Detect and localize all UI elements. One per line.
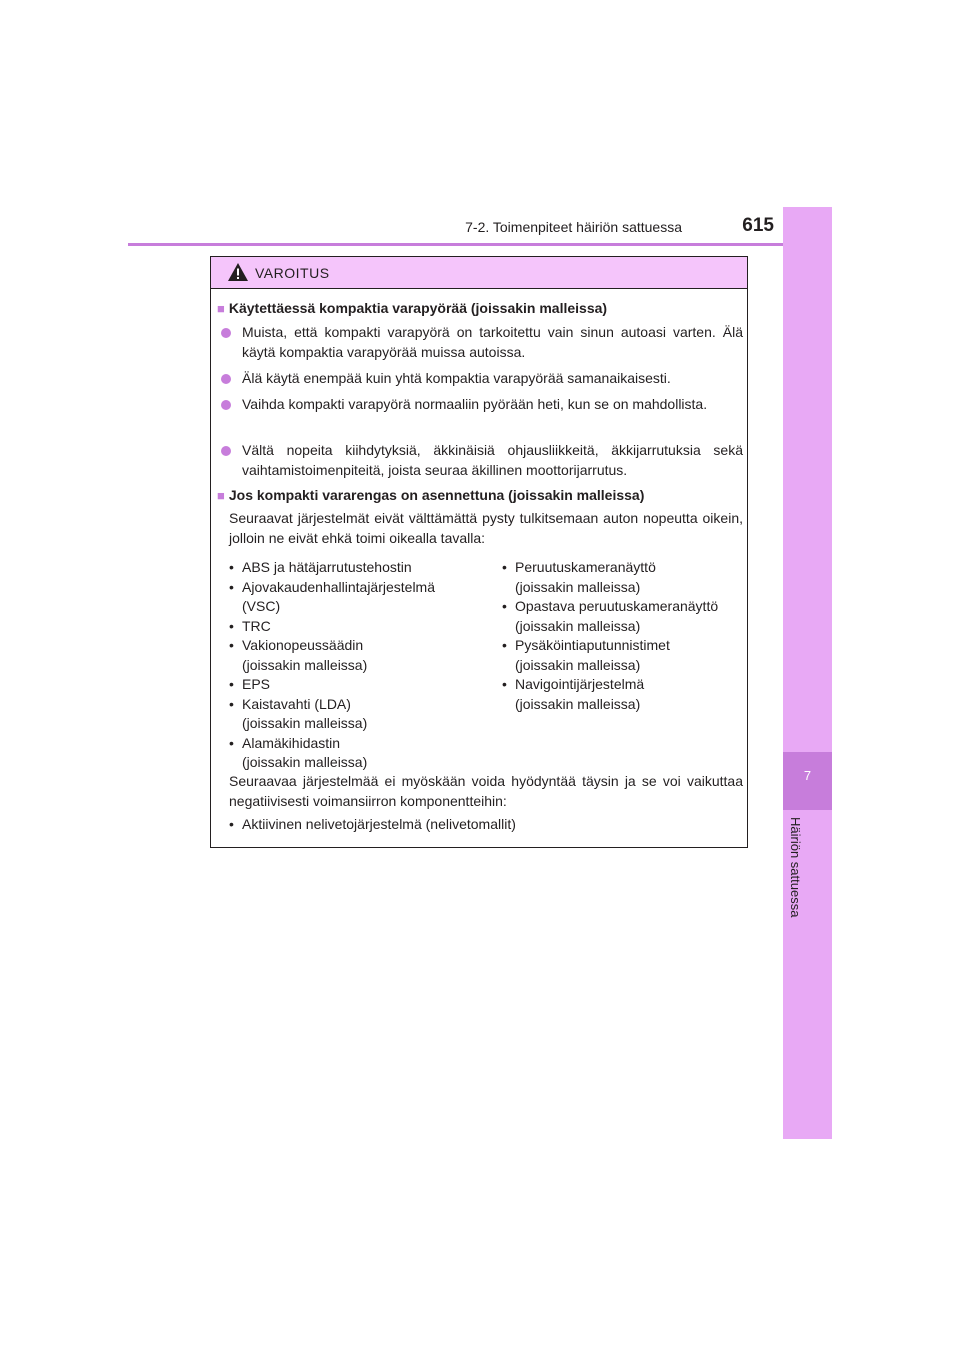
warning-header <box>211 257 747 289</box>
bullet-dot-icon <box>221 400 231 410</box>
list-item: • Ajovakaudenhallintajärjestelmä (VSC) <box>229 578 462 617</box>
bullet-dot-icon <box>221 374 231 384</box>
bullet-dot-icon <box>221 446 231 456</box>
list-item: • Kaistavahti (LDA) (joissakin malleissa) <box>229 695 392 734</box>
warning-box <box>210 256 748 848</box>
heading-square-icon: ■ <box>217 301 225 316</box>
page-number: 615 <box>742 215 774 236</box>
list-item: • Alamäkihidastin (joissakin malleissa) <box>229 734 392 773</box>
list-item: Vältä nopeita kiihdytyksiä, äkkinäisiä ohjausliikkeitä, äkkijarrutuksia sekä vaihtamistoimenpiteitä, joista seuraa äkillinen moottorijarrutus. <box>221 441 743 480</box>
list-item: Älä käytä enempää kuin yhtä kompaktia varapyörää samanaikaisesti. <box>221 369 743 389</box>
chapter-number: 7 <box>803 768 812 783</box>
section-title: 7-2. Toimenpiteet häiriön sattuessa <box>465 219 682 235</box>
outro-paragraph: Seuraavaa järjestelmää ei myöskään voida hyödyntää täysin ja se voi vaikuttaa negatiivisesti voimansiirron komponentteihin: <box>229 773 743 809</box>
section-heading-spare-installed: ■ Jos kompakti vararengas on asennettuna (joissakin malleissa) <box>217 487 645 503</box>
list-item: • Opastava peruutuskameranäyttö (joissakin malleissa) <box>502 597 750 636</box>
affected-systems-list-left <box>229 558 479 773</box>
list-item: • ABS ja hätäjarrutustehostin <box>229 558 479 578</box>
list-item: • Aktiivinen nelivetojärjestelmä (nelivetomallit) <box>229 815 729 835</box>
list-item: • Navigointijärjestelmä (joissakin malleissa) <box>502 675 675 714</box>
warning-triangle-icon <box>227 262 249 282</box>
list-item: Vaihda kompakti varapyörä normaaliin pyörään heti, kun se on mahdollista. <box>221 395 743 415</box>
list-item: • Peruutuskameranäyttö (joissakin malleissa) <box>502 558 690 597</box>
list-item: • EPS <box>229 675 479 695</box>
list-item: Muista, että kompakti varapyörä on tarkoitettu vain sinun autoasi varten. Älä käytä kompaktia varapyörää muissa autoissa. <box>221 323 743 362</box>
heading-square-icon: ■ <box>217 488 225 503</box>
bullet-dot-icon <box>221 328 231 338</box>
chapter-label: Häiriön sattuessa <box>788 817 803 918</box>
header-rule <box>128 243 832 246</box>
affected-systems-list-right <box>502 558 742 714</box>
drivetrain-list <box>229 815 729 835</box>
list-item: • Pysäköintiaputunnistimet (joissakin malleissa) <box>502 636 705 675</box>
intro-paragraph: Seuraavat järjestelmät eivät välttämättä pysty tulkitsemaan auton nopeutta oikein, jolloin ne eivät ehkä toimi oikealla tavalla: <box>229 510 743 546</box>
section-heading-compact-spare: ■ Käytettäessä kompaktia varapyörää (joissakin malleissa) <box>217 300 608 316</box>
list-item: • TRC <box>229 617 479 637</box>
list-item: • Vakionopeussäädin (joissakin malleissa) <box>229 636 392 675</box>
warning-title: VAROITUS <box>255 265 330 281</box>
chapter-side-tab <box>783 207 832 1139</box>
